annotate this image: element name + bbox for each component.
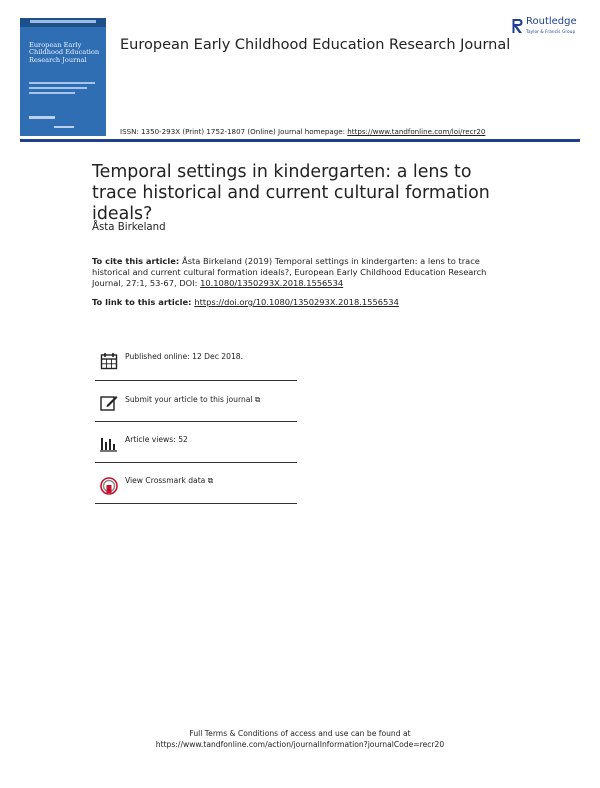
footer-terms: Full Terms & Conditions of access and use can be found at — [189, 729, 411, 738]
edit-icon — [100, 394, 118, 412]
crossmark-icon — [100, 477, 118, 495]
calendar-icon — [100, 352, 118, 370]
cover-rule — [29, 82, 95, 84]
crossmark-link[interactable]: View Crossmark data ⧉ — [125, 476, 214, 485]
bar-chart-icon — [100, 435, 118, 453]
cover-rule — [29, 87, 87, 89]
citation-text: Åsta Birkeland (2019) Temporal settings in kindergarten: a lens to trace historical and current cultural formation ideals?, European Early Childhood Education Research Journal, 27:1, 53-67, DOI: — [92, 256, 487, 289]
submit-article-row[interactable] — [95, 386, 297, 426]
external-link-icon: ⧉ — [254, 395, 261, 404]
article-author: Åsta Birkeland — [92, 222, 166, 233]
journal-cover-image — [20, 18, 106, 136]
info-separator — [95, 462, 297, 463]
routledge-icon — [512, 17, 524, 35]
citation-block — [92, 256, 502, 290]
info-separator — [95, 503, 297, 504]
cover-publisher-logo — [29, 116, 55, 119]
external-link-icon: ⧉ — [207, 476, 214, 485]
issn-line — [120, 127, 485, 136]
publisher-subtitle: Taylor & Francis Group — [526, 29, 576, 34]
article-title: Temporal settings in kindergarten: a lens to trace historical and current cultural formation ideals? — [92, 162, 490, 224]
info-separator — [95, 380, 297, 381]
cover-title: European Early Childhood Education Research Journal — [29, 41, 100, 64]
article-doi-url[interactable]: https://doi.org/10.1080/1350293X.2018.1556534 — [194, 297, 399, 307]
link-label: To link to this article: — [92, 297, 195, 307]
publisher-logo — [512, 17, 590, 37]
citation-doi-link[interactable]: 10.1080/1350293X.2018.1556534 — [200, 278, 344, 289]
footer-terms-url[interactable]: https://www.tandfonline.com/action/journalInformation?journalCode=recr20 — [155, 740, 445, 749]
cover-rule — [29, 92, 75, 94]
journal-homepage-link[interactable]: https://www.tandfonline.com/loi/recr20 — [347, 127, 486, 136]
cover-footer-mark — [54, 126, 74, 128]
info-separator — [95, 421, 297, 422]
article-views-row — [95, 427, 297, 467]
journal-title: European Early Childhood Education Research Journal — [120, 37, 511, 53]
article-views-text: Article views: 52 — [125, 435, 188, 444]
published-online-row — [95, 344, 297, 384]
submit-article-link[interactable]: Submit your article to this journal ⧉ — [125, 395, 261, 404]
citation-label: To cite this article: — [92, 256, 183, 266]
published-online-text: Published online: 12 Dec 2018. — [125, 352, 244, 361]
issn-text: ISSN: 1350-293X (Print) 1752-1807 (Online) Journal homepage: — [120, 127, 348, 136]
header-divider — [20, 139, 580, 142]
article-link-line — [92, 297, 399, 307]
cover-top-band — [20, 18, 106, 27]
publisher-name: Routledge — [526, 16, 577, 27]
